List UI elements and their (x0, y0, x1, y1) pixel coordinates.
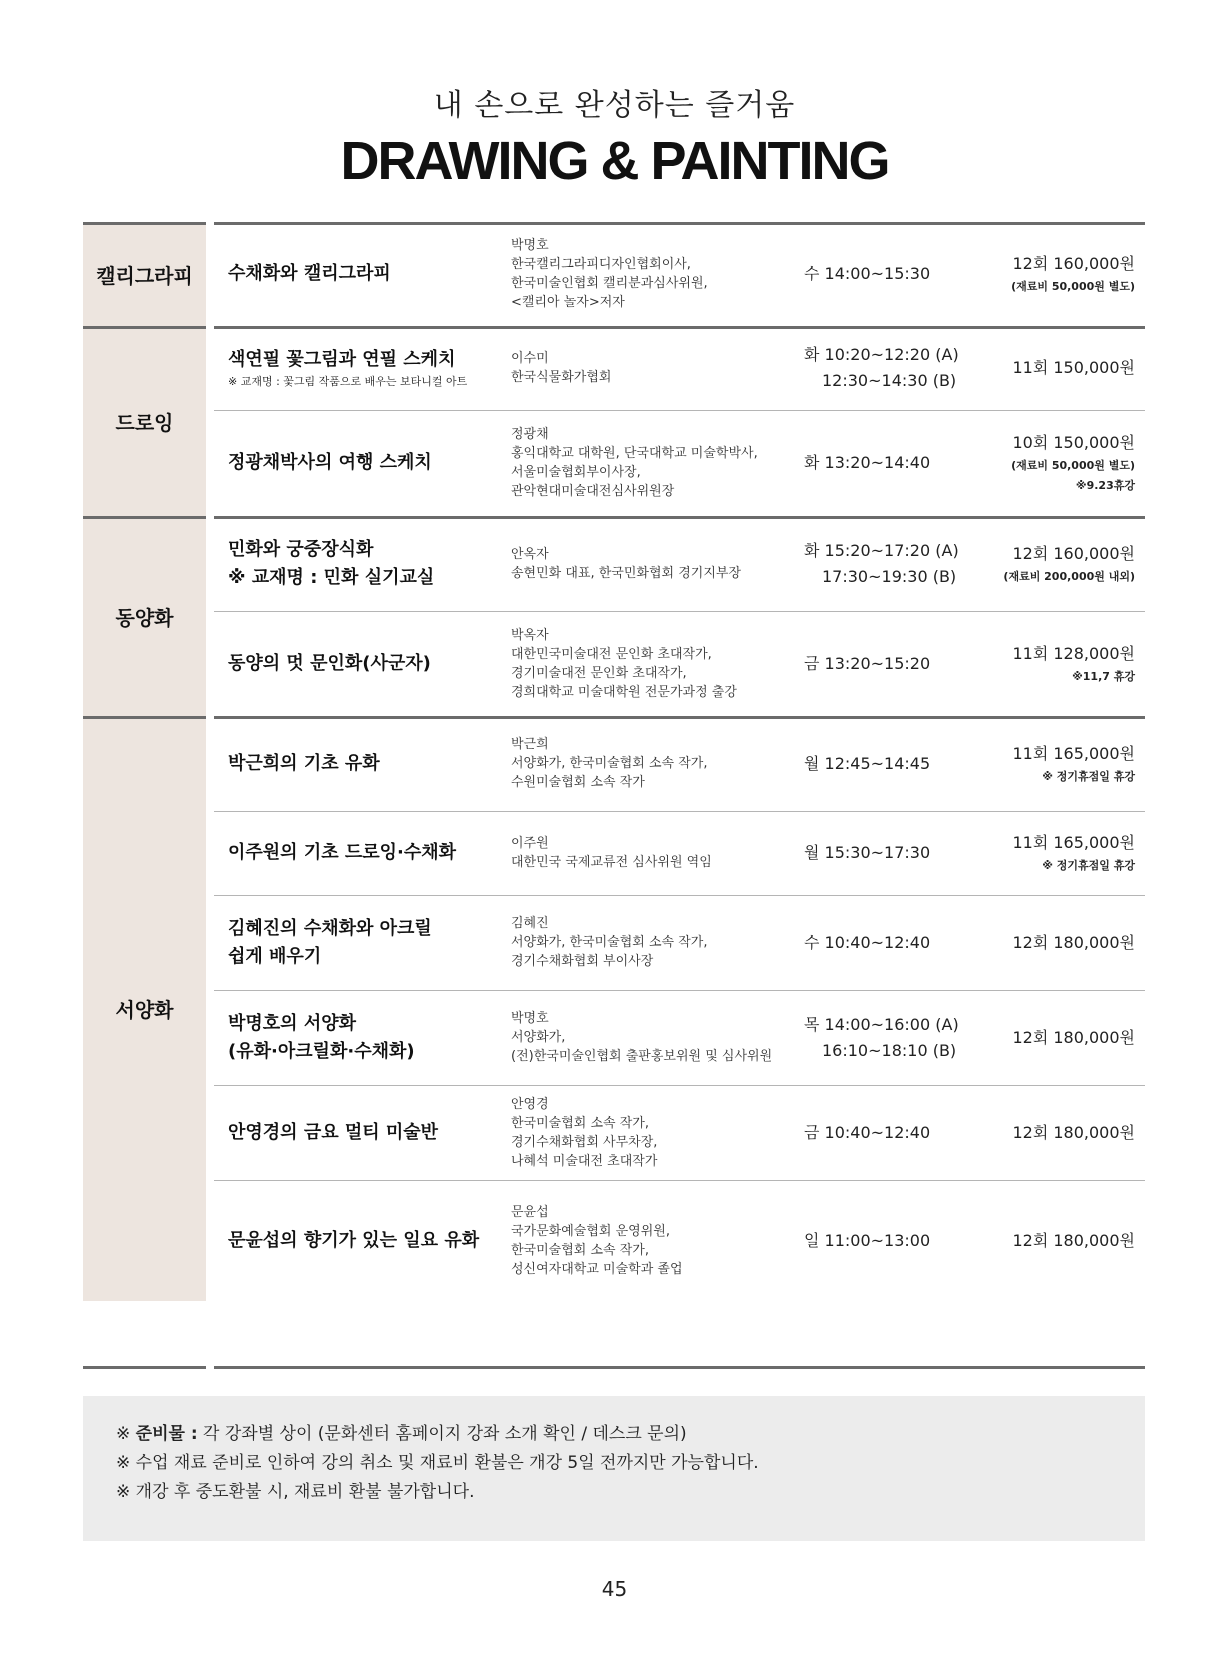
instructor-credential: 경희대학교 미술대학원 전문가과정 출강 (511, 684, 737, 700)
class-time-line: 17:30~19:30 (B) (822, 566, 957, 586)
instructor-info (511, 222, 791, 326)
instructor-credential: 관악현대미술대전심사위원장 (511, 484, 675, 499)
course-title-line: 정광채박사의 여행 스케치 (228, 452, 432, 473)
class-time-line: 금 10:40~12:40 (804, 1122, 931, 1142)
instructor-name: 김혜진 (511, 916, 549, 931)
instructor-credential: 경기수채화협회 사무차장, (511, 1134, 658, 1150)
course-price (965, 611, 1135, 716)
instructor-credential: 송현민화 대표, 한국민화협회 경기지부장 (511, 565, 742, 581)
class-time-line: 일 11:00~13:00 (804, 1230, 931, 1250)
instructor-info (511, 1180, 791, 1301)
instructor-credential: 나혜석 미술대전 초대작가 (511, 1153, 658, 1169)
instructor-credential: 서양화가, 한국미술협회 소속 작가, (511, 756, 708, 771)
class-time-line: 월 15:30~17:30 (804, 843, 931, 862)
price-value: 12회 180,000원 (1012, 1122, 1135, 1142)
price-note: (재료비 50,000원 별도) (1011, 459, 1135, 472)
course-price (965, 811, 1135, 895)
price-value: 11회 165,000원 (1012, 743, 1135, 763)
class-time (804, 326, 984, 410)
instructor-credential: 한국미술인협회 캘리분과심사위원, (511, 276, 708, 291)
class-time (804, 516, 984, 611)
course-title (228, 222, 508, 326)
price-note: (재료비 50,000원 별도) (1011, 280, 1135, 293)
category-group (83, 326, 1145, 516)
course-price (965, 326, 1135, 410)
notice-text: 개강 후 중도환불 시, 재료비 환불 불가합니다. (135, 1482, 475, 1502)
class-time (804, 410, 984, 516)
instructor-info (511, 611, 791, 716)
course-title-line: ※ 교재명 : 민화 실기교실 (228, 566, 435, 588)
notice-line (116, 1420, 1145, 1449)
class-time-line: 금 13:20~15:20 (804, 653, 931, 673)
course-price (965, 410, 1135, 516)
course-price (965, 716, 1135, 811)
instructor-name: 이수미 (511, 351, 549, 366)
price-note: ※11,7 휴강 (1072, 669, 1135, 683)
class-time-line: 목 14:00~16:00 (A) (804, 1014, 959, 1034)
course-row (214, 516, 1145, 611)
course-title-line: 수채화와 캘리그라피 (228, 263, 391, 284)
course-title (228, 410, 508, 516)
course-title (228, 1085, 508, 1180)
instructor-credential: 경기미술대전 문인화 초대작가, (511, 665, 687, 681)
course-row (214, 326, 1145, 410)
course-row (214, 811, 1145, 895)
instructor-credential: 홍익대학교 대학원, 단국대학교 미술학박사, (511, 446, 758, 461)
notice-text: 각 강좌별 상이 (문화센터 홈페이지 강좌 소개 확인 / 데스크 문의) (197, 1424, 687, 1444)
course-title-line: 민화와 궁중장식화 (228, 538, 374, 560)
course-price (965, 222, 1135, 326)
instructor-credential: 한국식물화가협회 (511, 370, 612, 385)
course-price (965, 1180, 1135, 1301)
table-bottom-line (83, 1366, 206, 1369)
notice-line (116, 1449, 1145, 1478)
course-title-line: 색연필 꽃그림과 연필 스케치 (228, 349, 456, 370)
price-note: (재료비 200,000원 내외) (1003, 569, 1135, 583)
course-row (214, 990, 1145, 1085)
instructor-name: 박옥자 (511, 627, 549, 643)
class-time (804, 1085, 984, 1180)
class-time-line: 수 14:00~15:30 (804, 264, 931, 283)
instructor-credential: 한국미술협회 소속 작가, (511, 1115, 649, 1131)
class-time-line: 화 13:20~14:40 (804, 453, 931, 472)
instructor-name: 안옥자 (511, 546, 549, 562)
course-row (214, 611, 1145, 716)
instructor-info (511, 326, 791, 410)
price-note: ※ 정기휴점일 휴강 (1042, 769, 1135, 783)
notes-box (83, 1396, 1145, 1541)
class-time (804, 811, 984, 895)
course-title-line: 동양의 멋 문인화(사군자) (228, 652, 431, 674)
price-value: 12회 180,000원 (1012, 1230, 1135, 1250)
category-label: 동양화 (83, 516, 206, 716)
class-time-line: 수 10:40~12:40 (804, 932, 931, 952)
instructor-name: 박명호 (511, 1011, 549, 1026)
instructor-info (511, 895, 791, 990)
instructor-credential: (전)한국미술인협회 출판홍보위원 및 심사위원 (511, 1049, 773, 1064)
class-time-line: 월 12:45~14:45 (804, 753, 931, 773)
course-title (228, 516, 508, 611)
instructor-credential: 대한민국미술대전 문인화 초대작가, (511, 646, 712, 662)
instructor-name: 안영경 (511, 1096, 549, 1112)
class-time (804, 1180, 984, 1301)
course-price (965, 516, 1135, 611)
instructor-credential: 수원미술협회 소속 작가 (511, 775, 645, 790)
class-time-line: 12:30~14:30 (B) (822, 371, 957, 390)
category-divider (83, 716, 206, 719)
notice-line (116, 1478, 1145, 1507)
course-row (214, 895, 1145, 990)
instructor-credential: 국가문화예술협회 운영위원, (511, 1223, 670, 1239)
instructor-credential: <캘리아 놀자>저자 (511, 295, 625, 310)
class-time (804, 222, 984, 326)
instructor-info (511, 410, 791, 516)
category-label: 서양화 (83, 716, 206, 1301)
course-title-line: 박명호의 서양화 (228, 1012, 356, 1034)
course-price (965, 990, 1135, 1085)
category-label: 드로잉 (83, 326, 206, 516)
instructor-name: 박명호 (511, 238, 549, 253)
notice-mark: ※ (116, 1424, 136, 1444)
instructor-credential: 서울미술협회부이사장, (511, 465, 641, 480)
category-group (83, 716, 1145, 1301)
class-time-line: 화 10:20~12:20 (A) (804, 345, 959, 364)
notice-mark: ※ (116, 1453, 136, 1473)
instructor-info (511, 716, 791, 811)
class-time (804, 895, 984, 990)
class-time (804, 716, 984, 811)
course-row (214, 1085, 1145, 1180)
course-price (965, 895, 1135, 990)
instructor-credential: 대한민국 국제교류전 심사위원 역임 (511, 855, 712, 870)
price-value: 11회 165,000원 (1012, 833, 1135, 852)
instructor-name: 박근희 (511, 737, 549, 752)
course-row (214, 410, 1145, 516)
category-group (83, 516, 1145, 716)
course-title-line: 김혜진의 수채화와 아크릴 (228, 917, 432, 939)
instructor-credential: 성신여자대학교 미술학과 졸업 (511, 1261, 683, 1277)
instructor-info (511, 811, 791, 895)
category-divider (83, 222, 206, 225)
class-time (804, 611, 984, 716)
price-value: 12회 160,000원 (1012, 254, 1135, 273)
instructor-credential: 서양화가, 한국미술협회 소속 작가, (511, 935, 708, 950)
class-time (804, 990, 984, 1085)
price-value: 12회 180,000원 (1012, 932, 1135, 952)
course-title (228, 611, 508, 716)
instructor-credential: 한국캘리그라피디자인협회이사, (511, 257, 691, 272)
category-group (83, 222, 1145, 326)
course-price (965, 1085, 1135, 1180)
course-row (214, 716, 1145, 811)
notice-mark: ※ (116, 1482, 136, 1502)
category-divider (83, 326, 206, 329)
price-value: 12회 180,000원 (1012, 1027, 1135, 1047)
instructor-credential: 경기수채화협회 부이사장 (511, 954, 654, 969)
course-title (228, 1180, 508, 1301)
course-title-line: (유화·아크릴화·수채화) (228, 1040, 415, 1062)
price-value: 11회 128,000원 (1012, 643, 1135, 663)
course-title-line: 박근희의 기초 유화 (228, 752, 380, 774)
course-schedule-table (83, 222, 1145, 1368)
instructor-info (511, 1085, 791, 1180)
instructor-name: 이주원 (511, 836, 549, 851)
course-title (228, 716, 508, 811)
category-label: 캘리그라피 (83, 222, 206, 326)
instructor-info (511, 516, 791, 611)
page-header (0, 84, 1229, 194)
course-title (228, 811, 508, 895)
page-number: 45 (601, 1577, 628, 1601)
instructor-name: 정광채 (511, 427, 549, 442)
course-title (228, 895, 508, 990)
instructor-credential: 한국미술협회 소속 작가, (511, 1242, 649, 1258)
price-value: 10회 150,000원 (1012, 433, 1135, 452)
class-time-line: 화 15:20~17:20 (A) (804, 540, 959, 560)
instructor-credential: 서양화가, (511, 1030, 566, 1045)
course-title (228, 326, 508, 410)
instructor-info (511, 990, 791, 1085)
page-title: DRAWING & PAINTING (340, 131, 889, 191)
course-title (228, 990, 508, 1085)
course-title-line: 문윤섭의 향기가 있는 일요 유화 (228, 1229, 480, 1251)
course-title-line: 안영경의 금요 멀티 미술반 (228, 1121, 439, 1143)
course-textbook-note: ※ 교재명 : 꽃그림 작품으로 배우는 보타니컬 아트 (228, 375, 468, 388)
course-title-line: 이주원의 기초 드로잉·수채화 (228, 842, 457, 863)
notice-text: 수업 재료 준비로 인하여 강의 취소 및 재료비 환불은 개강 5일 전까지만 가능합니다. (135, 1453, 759, 1473)
price-note: ※ 정기휴점일 휴강 (1042, 859, 1135, 872)
course-row (214, 1180, 1145, 1301)
table-bottom-line (214, 1366, 1145, 1369)
price-note: ※9.23휴강 (1075, 479, 1135, 492)
notice-label: 준비물 : (135, 1424, 198, 1444)
category-divider (83, 516, 206, 519)
instructor-name: 문윤섭 (511, 1204, 549, 1220)
page-subtitle: 내 손으로 완성하는 즐거움 (433, 88, 796, 123)
price-value: 11회 150,000원 (1012, 358, 1135, 377)
price-value: 12회 160,000원 (1012, 543, 1135, 563)
course-title-line: 쉽게 배우기 (228, 945, 322, 967)
class-time-line: 16:10~18:10 (B) (822, 1040, 957, 1060)
course-row (214, 222, 1145, 326)
